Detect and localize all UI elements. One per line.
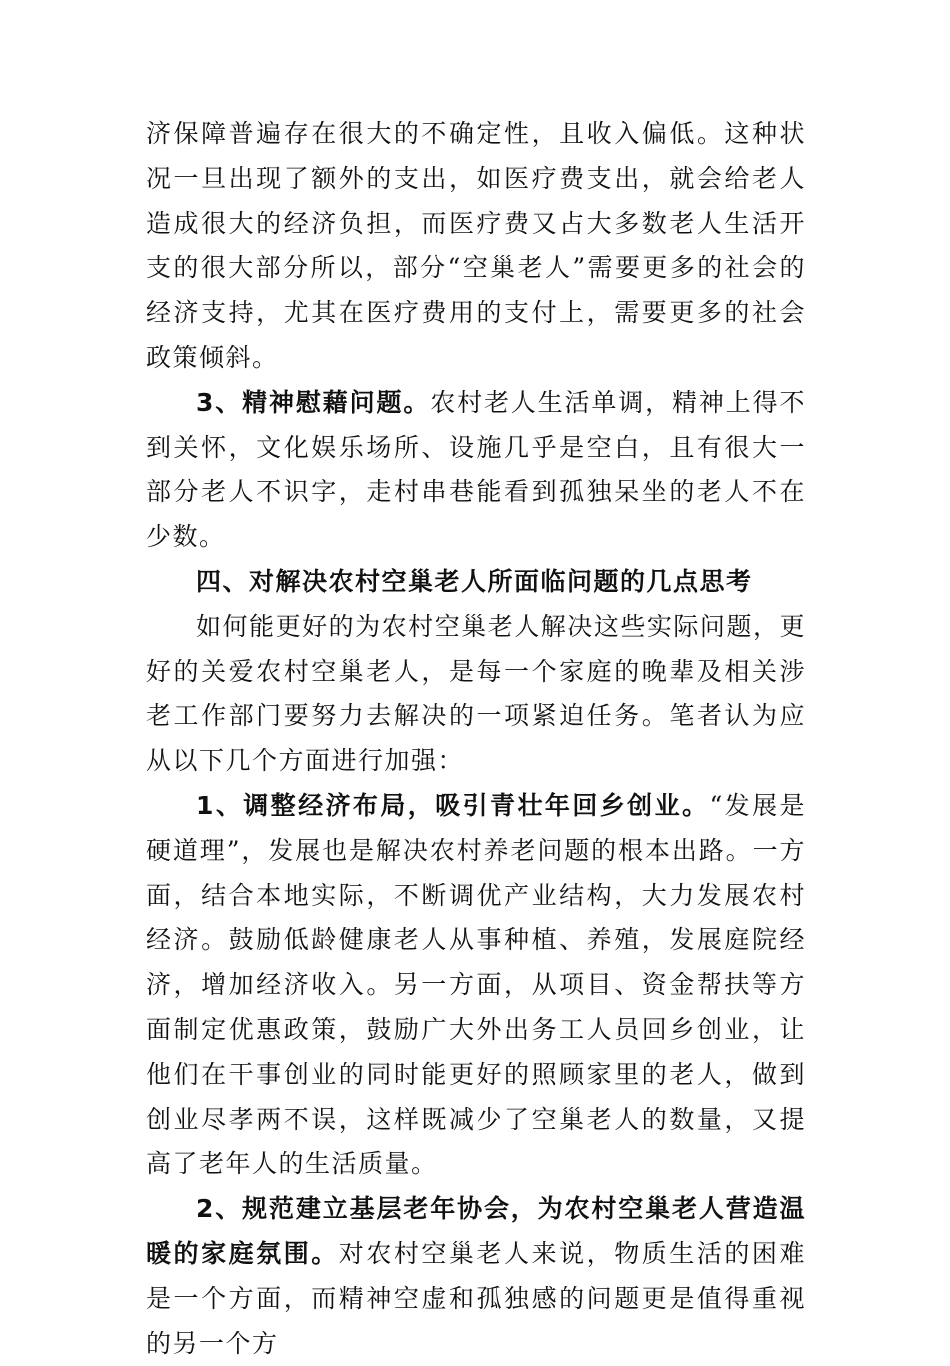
paragraph-elderly-association <box>146 1187 806 1366</box>
paragraph-lead: 2、规范建立基层老年协会，为农村空巢老人营造温暖的家庭氛围。 <box>146 1194 806 1268</box>
paragraph-lead: 3、精神慰藉问题。 <box>196 387 431 417</box>
paragraph-text: 济保障普遍存在很大的不确定性，且收入偏低。这种状况一旦出现了额外的支出，如医疗费支出，就会给老人造成很大的经济负担，而医疗费又占大多数老人生活开支的很大部分所以，部分“空巢老人”需要更多的社会的经济支持，尤其在医疗费用的支付上，需要更多的社会政策倾斜。 <box>146 119 806 372</box>
paragraph-introduction <box>146 605 806 784</box>
document-body <box>146 112 806 1366</box>
paragraph-text: 如何能更好的为农村空巢老人解决这些实际问题，更好的关爱农村空巢老人，是每一个家庭的晚辈及相关涉老工作部门要努力去解决的一项紧迫任务。笔者认为应从以下几个方面进行加强： <box>146 611 806 776</box>
paragraph-economic-security <box>146 112 806 381</box>
paragraph-spiritual-comfort <box>146 381 806 560</box>
section-heading-four <box>146 560 806 605</box>
paragraph-economic-layout <box>146 784 806 1187</box>
paragraph-text: “发展是硬道理”，发展也是解决农村养老问题的根本出路。一方面，结合本地实际，不断调优产业结构，大力发展农村经济。鼓励低龄健康老人从事种植、养殖，发展庭院经济，增加经济收入。另一方面，从项目、资金帮扶等方面制定优惠政策，鼓励广大外出务工人员回乡创业，让他们在干事创业的同时能更好的照顾家里的老人，做到创业尽孝两不误，这样既减少了空巢老人的数量，又提高了老年人的生活质量。 <box>146 790 807 1179</box>
section-heading-text: 四、对解决农村空巢老人所面临问题的几点思考 <box>196 566 753 596</box>
paragraph-lead: 1、调整经济布局，吸引青壮年回乡创业。 <box>196 790 710 820</box>
paragraph-text: 农村老人生活单调，精神上得不到关怀，文化娱乐场所、设施几乎是空白，且有很大一部分老人不识字，走村串巷能看到孤独呆坐的老人不在少数。 <box>146 387 806 552</box>
paragraph-text: 对农村空巢老人来说，物质生活的困难是一个方面，而精神空虚和孤独感的问题更是值得重视的另一个方 <box>146 1238 806 1358</box>
